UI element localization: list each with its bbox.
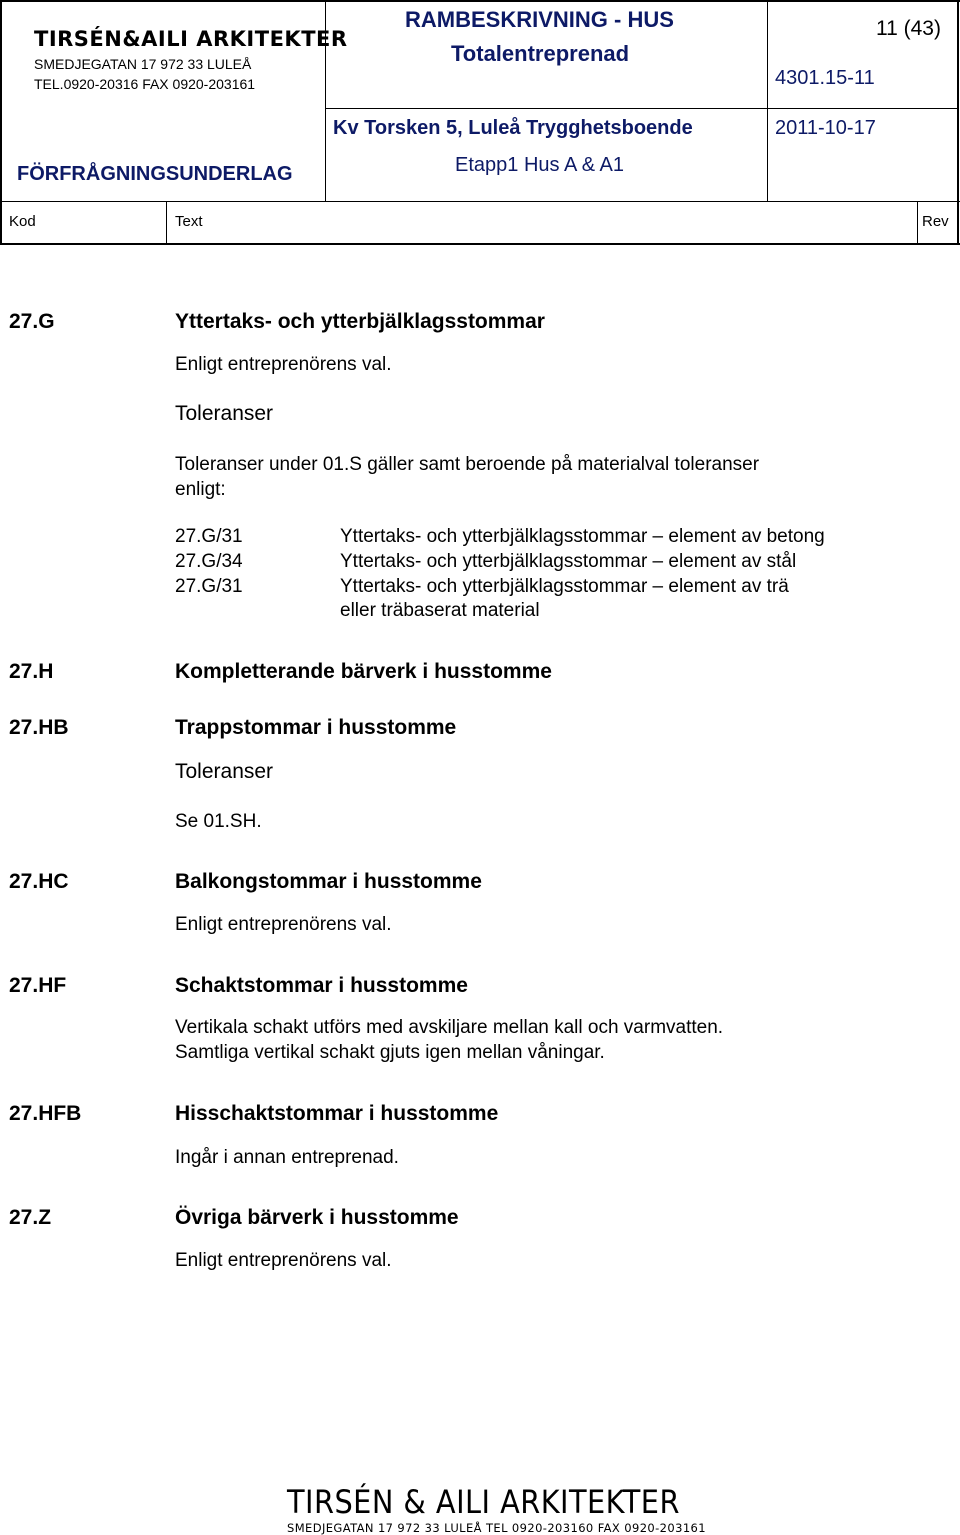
document-stage: FÖRFRÅGNINGSUNDERLAG <box>17 163 293 185</box>
section-title: Övriga bärverk i husstomme <box>175 1206 459 1229</box>
section-text: Vertikala schakt utförs med avskiljare mellan kall och varmvatten. <box>175 1017 724 1038</box>
column-divider-kod <box>166 201 167 244</box>
section-code: 27.G <box>9 310 55 333</box>
header-top-border <box>0 0 960 2</box>
project-name: Kv Torsken 5, Luleå Trygghetsboende <box>333 117 693 139</box>
section-title: Hisschaktstommar i husstomme <box>175 1102 499 1125</box>
reference-text: Yttertaks- och ytterbjälklagsstommar – element av trä <box>340 576 789 597</box>
firm-address: SMEDJEGATAN 17 972 33 LULEÅ <box>34 56 252 72</box>
sub-heading-toleranser: Toleranser <box>175 760 274 783</box>
footer-address: SMEDJEGATAN 17 972 33 LULEÅ TEL 0920-203160 FAX 0920-203161 <box>287 1521 706 1535</box>
column-header-text: Text <box>175 213 203 230</box>
column-header-rev: Rev <box>922 213 949 230</box>
column-header-kod: Kod <box>9 213 36 230</box>
reference-text: Yttertaks- och ytterbjälklagsstommar – element av stål <box>340 551 797 572</box>
contract-form: Totalentreprenad <box>451 41 630 66</box>
firm-phone: TEL.0920-20316 FAX 0920-203161 <box>34 76 256 92</box>
section-text-cont: Samtliga vertikal schakt gjuts igen mellan våningar. <box>175 1042 605 1063</box>
header-divider-h2 <box>0 201 960 202</box>
reference-code: 27.G/31 <box>175 576 243 597</box>
section-title: Kompletterande bärverk i husstomme <box>175 660 552 683</box>
header-divider-h1 <box>325 108 958 109</box>
section-text: Ingår i annan entreprenad. <box>175 1147 399 1168</box>
sub-project: Etapp1 Hus A & A1 <box>455 154 625 176</box>
section-text: Enligt entreprenörens val. <box>175 354 392 375</box>
reference-code: 27.G/31 <box>175 526 243 547</box>
page-number: 11 (43) <box>876 17 941 40</box>
section-title: Trappstommar i husstomme <box>175 716 457 739</box>
section-code: 27.HF <box>9 974 67 997</box>
footer-firm-name: TIRSÉN & AILI ARKITEKTER <box>287 1483 680 1521</box>
tolerance-text: Toleranser under 01.S gäller samt beroende på materialval toleranser <box>175 454 760 475</box>
header-left-border <box>0 0 2 244</box>
section-code: 27.HC <box>9 870 69 893</box>
header-right-border <box>957 0 959 244</box>
document-type: RAMBESKRIVNING - HUS <box>405 7 674 32</box>
firm-logo-text: TIRSÉN&AILI ARKITEKTER <box>34 27 348 51</box>
section-text: Se 01.SH. <box>175 811 262 832</box>
reference-code: 27.G/34 <box>175 551 243 572</box>
section-code: 27.Z <box>9 1206 52 1229</box>
column-divider-rev <box>917 201 918 244</box>
project-number: 4301.15-11 <box>775 67 875 89</box>
section-text: Enligt entreprenörens val. <box>175 1250 392 1271</box>
reference-text-cont: eller träbaserat material <box>340 600 540 621</box>
section-title: Balkongstommar i husstomme <box>175 870 482 893</box>
reference-text: Yttertaks- och ytterbjälklagsstommar – element av betong <box>340 526 825 547</box>
section-code: 27.HB <box>9 716 69 739</box>
section-code: 27.HFB <box>9 1102 82 1125</box>
tolerance-text-cont: enligt: <box>175 479 226 500</box>
header-divider-v2 <box>767 0 768 201</box>
section-title: Yttertaks- och ytterbjälklagsstommar <box>175 310 545 333</box>
sub-heading-toleranser: Toleranser <box>175 402 274 425</box>
header-bottom-border <box>0 243 960 245</box>
section-title: Schaktstommar i husstomme <box>175 974 468 997</box>
section-text: Enligt entreprenörens val. <box>175 914 392 935</box>
document-date: 2011-10-17 <box>775 117 876 139</box>
section-code: 27.H <box>9 660 54 683</box>
